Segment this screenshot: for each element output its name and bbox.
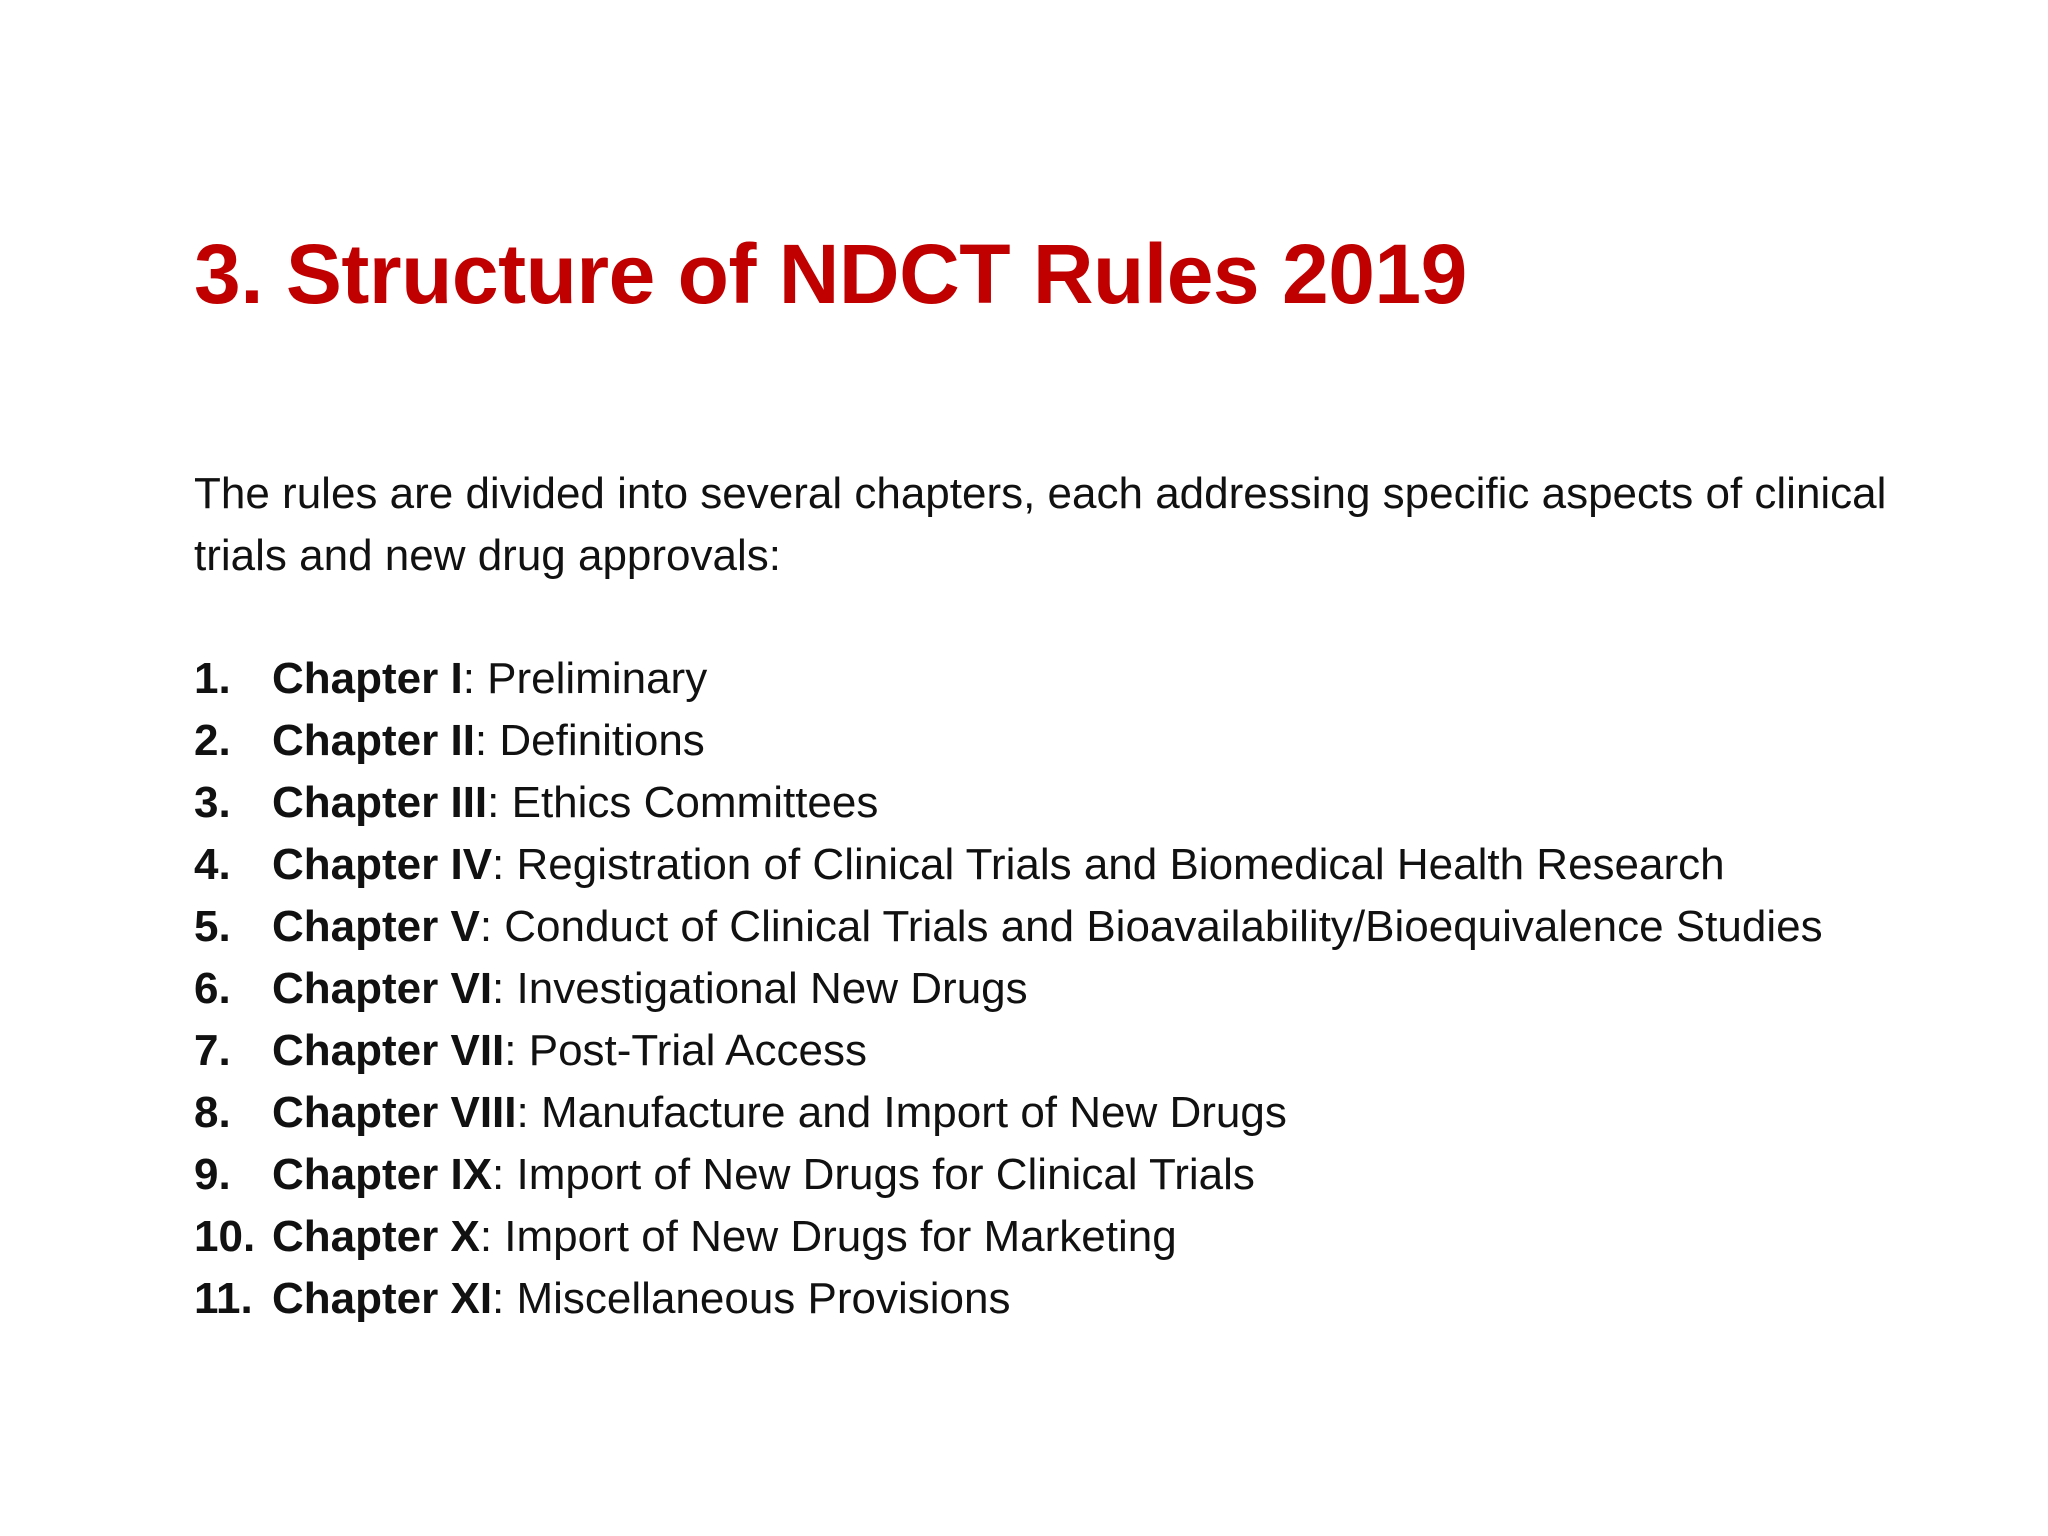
chapter-number: 11. [194, 1274, 253, 1323]
chapter-separator: : [504, 1026, 529, 1075]
chapter-description: Investigational New Drugs [516, 964, 1028, 1013]
chapter-name: Chapter V [272, 902, 480, 951]
chapter-item [194, 1082, 1894, 1144]
chapter-text [272, 834, 1894, 896]
chapter-number: 9. [194, 1150, 231, 1199]
chapter-name: Chapter VI [272, 964, 493, 1013]
chapter-separator: : [479, 1212, 505, 1261]
chapter-description: Miscellaneous Provisions [516, 1274, 1011, 1323]
chapter-separator: : [487, 778, 512, 827]
chapter-item [194, 958, 1894, 1020]
chapter-text [272, 896, 1894, 958]
chapter-name: Chapter X [272, 1212, 480, 1261]
chapter-text [272, 1144, 1894, 1206]
chapter-description: Definitions [499, 716, 705, 765]
chapter-text [272, 1020, 1894, 1082]
chapter-number: 10. [194, 1212, 256, 1261]
chapter-name: Chapter IX [272, 1150, 493, 1199]
chapter-text [272, 648, 1894, 710]
chapter-description: Registration of Clinical Trials and Biomedical Health Research [516, 840, 1725, 889]
chapter-number: 7. [194, 1026, 231, 1075]
chapter-text [272, 1082, 1894, 1144]
chapter-text [272, 958, 1894, 1020]
chapter-separator: : [474, 716, 500, 765]
chapter-name: Chapter I [272, 654, 463, 703]
chapter-name: Chapter II [272, 716, 475, 765]
chapter-text [272, 772, 1894, 834]
chapter-item [194, 1144, 1894, 1206]
chapter-number: 4. [194, 840, 231, 889]
chapter-item [194, 834, 1894, 896]
chapter-description: Preliminary [487, 654, 708, 703]
chapter-separator: : [492, 1274, 517, 1323]
chapter-item [194, 772, 1894, 834]
chapter-number: 8. [194, 1088, 231, 1137]
intro-paragraph: The rules are divided into several chapters, each addressing specific aspects of clinical trials and new drug approvals: [194, 469, 1887, 580]
chapter-separator: : [479, 902, 505, 951]
chapter-text [272, 1268, 1894, 1330]
chapter-description: Conduct of Clinical Trials and Bioavailability/Bioequivalence Studies [504, 902, 1823, 951]
chapter-separator: : [492, 1150, 517, 1199]
chapter-number: 1. [194, 654, 231, 703]
chapter-description: Ethics Committees [511, 778, 879, 827]
chapter-separator: : [462, 654, 488, 703]
chapter-description: Import of New Drugs for Clinical Trials [516, 1150, 1255, 1199]
chapter-item [194, 710, 1894, 772]
chapter-item [194, 896, 1894, 958]
chapter-number: 6. [194, 964, 231, 1013]
chapter-item [194, 648, 1894, 710]
chapter-list [194, 648, 1894, 1330]
chapter-separator: : [492, 840, 517, 889]
chapter-item [194, 1268, 1894, 1330]
chapter-separator: : [516, 1088, 541, 1137]
chapter-separator: : [492, 964, 517, 1013]
chapter-description: Post-Trial Access [528, 1026, 867, 1075]
chapter-description: Import of New Drugs for Marketing [504, 1212, 1177, 1261]
chapter-number: 2. [194, 716, 231, 765]
chapter-name: Chapter IV [272, 840, 493, 889]
chapter-item [194, 1206, 1894, 1268]
chapter-text [272, 1206, 1894, 1268]
slide-title: 3. Structure of NDCT Rules 2019 [194, 227, 1467, 321]
chapter-item [194, 1020, 1894, 1082]
chapter-number: 5. [194, 902, 231, 951]
chapter-name: Chapter VII [272, 1026, 505, 1075]
chapter-name: Chapter XI [272, 1274, 493, 1323]
chapter-name: Chapter VIII [272, 1088, 517, 1137]
chapter-description: Manufacture and Import of New Drugs [540, 1088, 1287, 1137]
chapter-text [272, 710, 1894, 772]
chapter-name: Chapter III [272, 778, 488, 827]
chapter-number: 3. [194, 778, 231, 827]
